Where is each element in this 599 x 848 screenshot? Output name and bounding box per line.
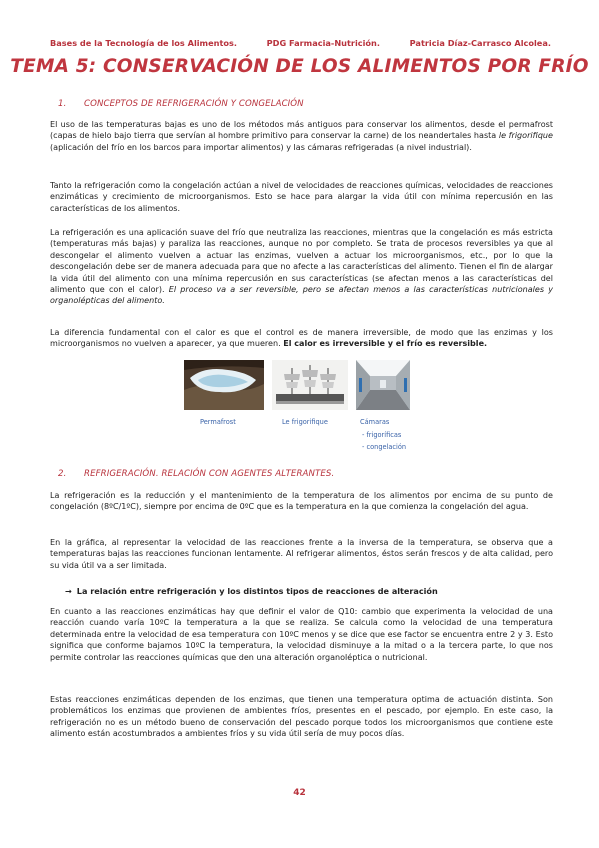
header-course: Bases de la Tecnología de los Alimentos. (50, 38, 237, 48)
header-author: Patricia Díaz-Carrasco Alcolea. (409, 38, 551, 48)
paragraph-1 (50, 119, 553, 153)
subheading (65, 586, 438, 596)
paragraph-5: La refrigeración es la reducción y el mantenimiento de la temperatura de los alimentos por encima de su punto de congelación (8ºC/1ºC), siempre por encima de 0ºC que es la temperatura en la que comienza la congelación del agua. (50, 491, 553, 512)
caption-frigorificas: - frigoríficas (362, 431, 402, 439)
figure-row (184, 360, 424, 410)
paragraph-2: Tanto la refrigeración como la congelación actúan a nivel de velocidades de reacciones químicas, velocidades de reacciones enzimáticas y crecimiento de microorganismos. Esto se hace para alargar la vida útil con mínima repercusión en las características de los alimentos. (50, 181, 553, 213)
page-header (50, 38, 551, 48)
subheading-text: La relación entre refrigeración y los distintos tipos de reacciones de alteración (76, 586, 438, 596)
italic-text: El proceso va a ser reversible, pero se afectan menos a las características nutricionales y organolépticas del alimento. (50, 285, 553, 306)
section-number: 1. (58, 99, 67, 109)
page-number: 42 (293, 788, 306, 798)
section-heading-2 (58, 469, 334, 479)
ship-image (272, 360, 348, 410)
header-degree: PDG Farmacia-Nutrición. (266, 38, 380, 48)
paragraph-7: En cuanto a las reacciones enzimáticas hay que definir el valor de Q10: cambio que experimenta la velocidad de una reacción cuando varía 10ºC la temperatura a la que se realiza. Se calcula como la velocidad de una temperatura determinada entre la velocidad de esa temperatura con 10ºC menos y se dice que ese factor se encuentra entre 2 y 3. Esto significa que conforme bajamos 10ºC la temperatura, la velocidad disminuye a la mitad o a la tercera parte, lo que nos permite controlar las reacciones químicas que den una alteración organoléptica o nutricional. (50, 607, 553, 662)
section-heading-1 (58, 99, 304, 109)
paragraph-4 (50, 327, 553, 350)
caption-permafrost: Permafrost (200, 418, 236, 426)
paragraph-text: La refrigeración es una aplicación suave del frío que neutraliza las reacciones, mientras que la congelación es más estricta (temperaturas más bajas) y paraliza las reacciones, aunque no por completo. Se trata de procesos reversibles ya que al descongelar el alimento vuelven a actuar las enzimas, vuelven a actuar los microorganismos, etc., por lo que la descongelación debe ser de manera adecuada para que no afecte a las características del alimento. Tienen el fin de alargar la vida útil del alimento con una mínima repercusión en sus características (se afectan menos a las características del alimento que con el calor). (50, 228, 553, 295)
paragraph-text: El uso de las temperaturas bajas es uno de los métodos más antiguos para conservar los alimentos, desde el permafrost (capas de hielo bajo tierra que servían al hombre primitivo para conservar la carne) de los neandertales hasta (50, 120, 553, 141)
section-number: 2. (58, 469, 67, 479)
caption-camaras: Cámaras (360, 418, 390, 426)
caption-congelacion: - congelación (362, 443, 407, 451)
paragraph-8: Estas reacciones enzimáticas dependen de los enzimas, que tienen una temperatura optima de actuación distinta. Son problemáticos los enzimas que provienen de ambientes fríos, presentes en el pescado, por ejemplo. En este caso, la refrigeración no es un método bueno de conservación del pescado porque todos los microorganismos que contiene este alimento están acostumbrados a ambientes fríos y su vida útil sería de muy pocos días. (50, 695, 553, 739)
bold-text: El calor es irreversible y el frío es reversible. (283, 339, 488, 349)
permafrost-image (184, 360, 264, 410)
page-title: TEMA 5: CONSERVACIÓN DE LOS ALIMENTOS POR FRÍO (10, 56, 589, 77)
caption-frigorifique: Le frigorifique (282, 418, 328, 426)
paragraph-3 (50, 227, 553, 307)
paragraph-6: En la gráfica, al representar la velocidad de las reacciones frente a la inversa de la temperatura, se observa que a temperaturas bajas las reacciones funcionan lentamente. Al refrigerar alimentos, éstos serán frescos y de alta calidad, pero su vida útil va a ser limitada. (50, 538, 553, 570)
section-title: REFRIGERACIÓN. RELACIÓN CON AGENTES ALTERANTES. (84, 469, 335, 479)
paragraph-text: (aplicación del frío en los barcos para importar alimentos) y las cámaras refrigeradas (a nivel industrial). (50, 142, 472, 152)
cold-storage-image (356, 360, 410, 410)
paragraph-text: La diferencia fundamental con el calor es que el control es de manera irreversible, de modo que las enzimas y los microorganismos no vuelven a aparecer, ya que mueren. (50, 328, 553, 349)
italic-term: le frigorifique (498, 131, 553, 141)
section-title: CONCEPTOS DE REFRIGERACIÓN Y CONGELACIÓN (84, 99, 304, 109)
arrow-icon: → (65, 586, 72, 596)
